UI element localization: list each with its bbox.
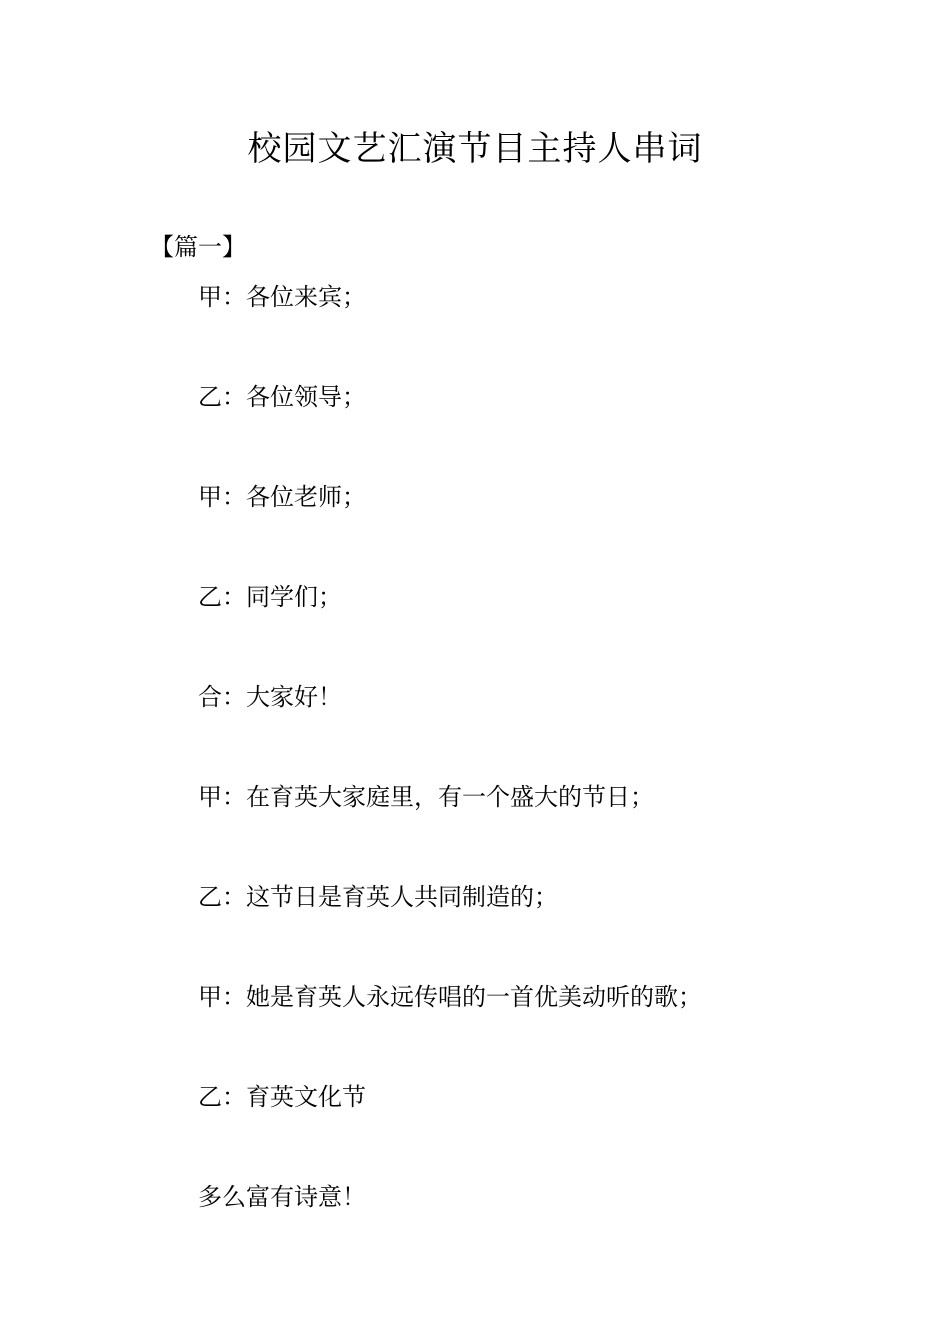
script-line: 甲：各位老师；: [198, 483, 366, 511]
script-line: 甲：她是育英人永远传唱的一首优美动听的歌；: [198, 983, 702, 1011]
script-line: 甲：在育英大家庭里，有一个盛大的节日；: [198, 783, 654, 811]
document-title: 校园文艺汇演节目主持人串词: [247, 129, 703, 169]
script-line: 乙：这节日是育英人共同制造的；: [198, 883, 558, 911]
section-heading: 【篇一】: [150, 233, 246, 261]
script-line: 甲：各位来宾；: [198, 283, 366, 311]
script-line: 乙：各位领导；: [198, 383, 366, 411]
script-line: 合：大家好！: [198, 683, 342, 711]
script-lines: [198, 280, 898, 1280]
script-line: 乙：育英文化节: [198, 1083, 366, 1111]
script-line: 乙：同学们；: [198, 583, 342, 611]
script-line: 多么富有诗意！: [198, 1183, 366, 1211]
